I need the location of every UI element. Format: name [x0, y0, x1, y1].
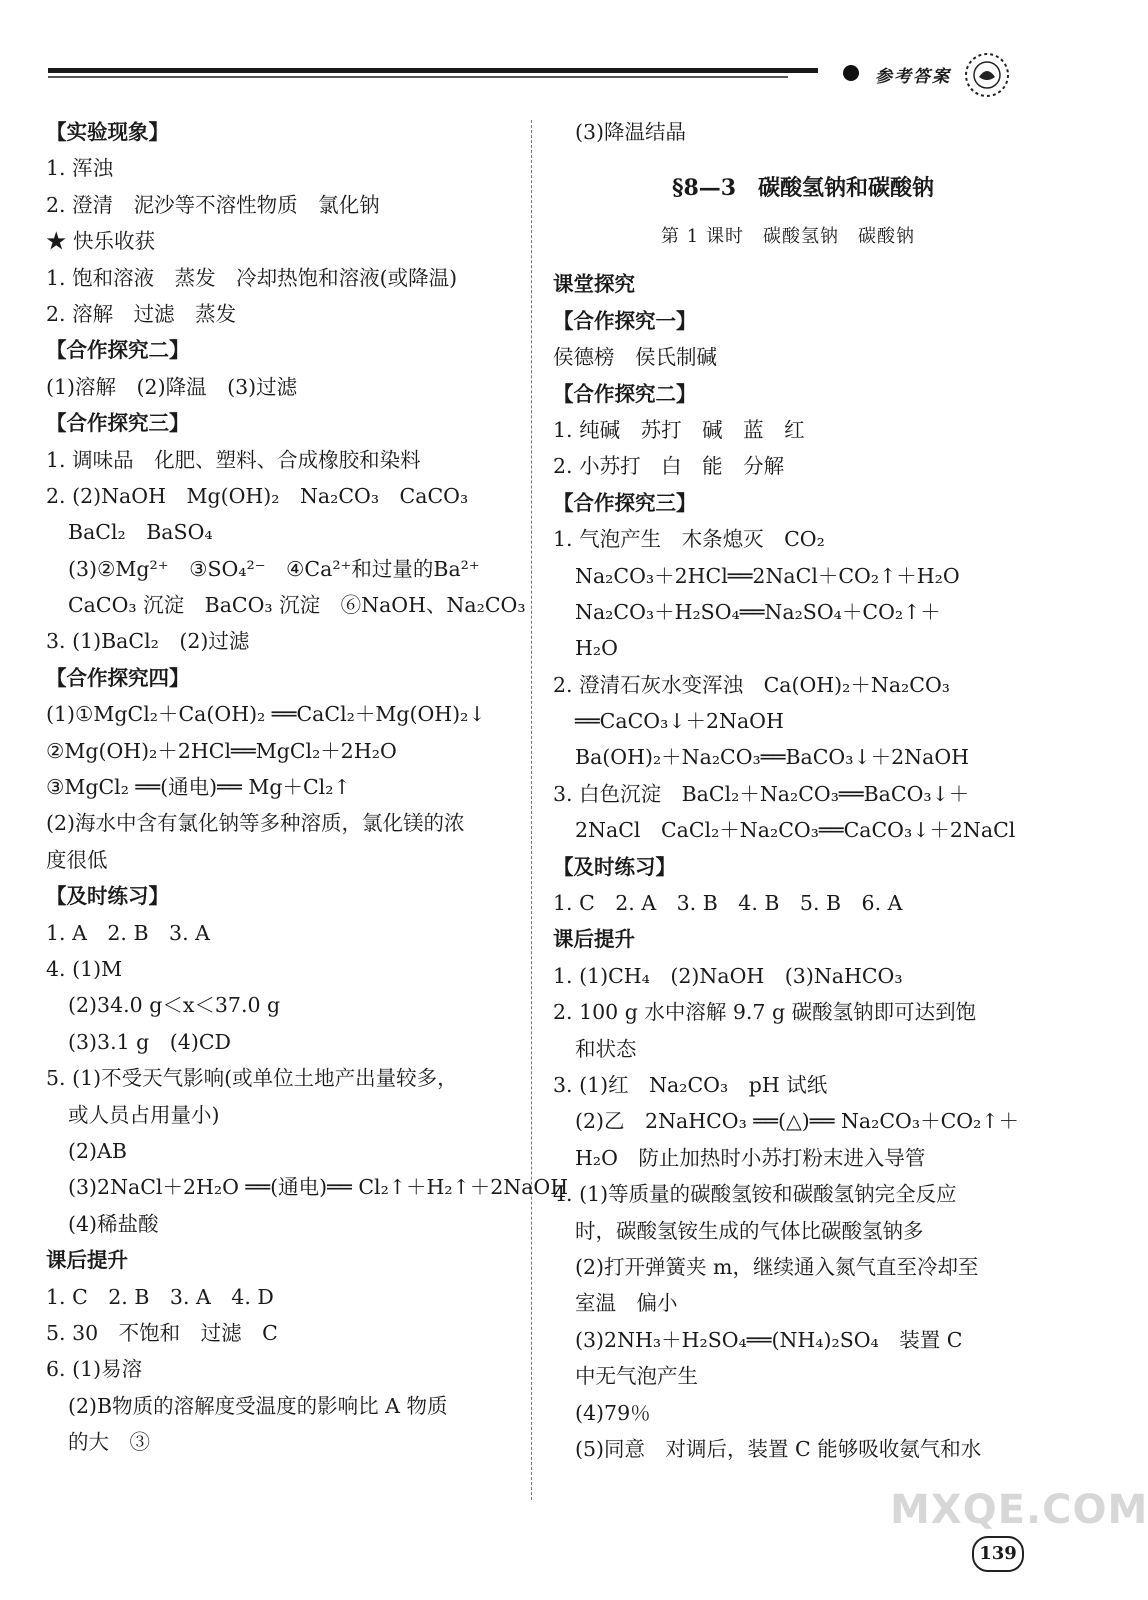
page-number: 139 [972, 1536, 1024, 1572]
answer-line: 1. (1)CH₄ (2)NaOH (3)NaHCO₃ [553, 963, 903, 988]
column-divider [531, 120, 532, 1500]
header-rule-thick [48, 68, 818, 73]
answer-line: 1. 饱和溶液 蒸发 冷却热饱和溶液(或降温) [46, 265, 458, 290]
header-rule-thin [48, 76, 788, 78]
answer-line: 的大 ③ [68, 1430, 150, 1455]
answer-line: 3. (1)BaCl₂ (2)过滤 [46, 629, 250, 654]
answer-line: 【及时练习】 [46, 884, 169, 909]
answer-line: (2)乙 2NaHCO₃ ══(△)══ Na₂CO₃＋CO₂↑＋ [575, 1109, 1019, 1134]
answer-line: 或人员占用量小) [68, 1102, 220, 1127]
header-label: 参考答案 [875, 67, 951, 87]
answer-line: 5. 30 不饱和 过滤 C [46, 1320, 278, 1345]
answer-line: (1)溶解 (2)降温 (3)过滤 [46, 374, 298, 399]
answer-line: §8—3 碳酸氢钠和碳酸钠 [671, 175, 935, 202]
answer-line: 度很低 [46, 847, 108, 872]
answer-line: 【合作探究二】 [46, 338, 190, 363]
answer-line: (3)2NH₃＋H₂SO₄══(NH₄)₂SO₄ 装置 C [575, 1327, 963, 1352]
answer-line: 1. 纯碱 苏打 碱 蓝 红 [553, 417, 805, 442]
answer-line: 3. (1)红 Na₂CO₃ pH 试纸 [553, 1072, 828, 1097]
answer-line: 【实验现象】 [46, 120, 169, 144]
answer-line: 第 1 课时 碳酸氢钠 碳酸钠 [661, 226, 915, 248]
answer-line: 和状态 [575, 1036, 637, 1061]
answer-line: 室温 偏小 [575, 1291, 678, 1316]
answer-line: (3)降温结晶 [575, 120, 687, 144]
answer-line: 课后提升 [553, 927, 635, 952]
answer-line: 课后提升 [46, 1248, 128, 1273]
answer-line: Ba(OH)₂＋Na₂CO₃══BaCO₃↓＋2NaOH [575, 745, 970, 770]
answer-line: (4)79％ [575, 1400, 651, 1425]
answer-line: 2NaCl CaCl₂＋Na₂CO₃══CaCO₃↓＋2NaCl [575, 818, 1016, 843]
answer-line: 5. (1)不受天气影响(或单位土地产出量较多， [46, 1066, 458, 1091]
answer-line: (1)①MgCl₂＋Ca(OH)₂ ══CaCl₂＋Mg(OH)₂↓ [46, 702, 486, 727]
answer-line: 侯德榜 侯氏制碱 [553, 345, 717, 370]
answer-line: 1. 调味品 化肥、塑料、合成橡胶和染料 [46, 447, 421, 472]
answer-line: 【及时练习】 [553, 854, 676, 879]
answer-line: 2. 澄清石灰水变浑浊 Ca(OH)₂＋Na₂CO₃ [553, 672, 950, 697]
answer-line: ③MgCl₂ ══(通电)══ Mg＋Cl₂↑ [46, 775, 351, 800]
answer-line: (3)②Mg²⁺ ③SO₄²⁻ ④Ca²⁺和过量的Ba²⁺ [68, 556, 480, 581]
answer-line: (5)同意 对调后，装置 C 能够吸收氨气和水 [575, 1436, 982, 1461]
answer-line: 【合作探究三】 [46, 411, 190, 436]
answer-line: 时，碳酸氢铵生成的气体比碳酸氢钠多 [575, 1218, 924, 1243]
answer-line: 2. 小苏打 白 能 分解 [553, 454, 785, 479]
answer-line: CaCO₃ 沉淀 BaCO₃ 沉淀 ⑥NaOH、Na₂CO₃ [68, 593, 526, 618]
answer-line: 2. 溶解 过滤 蒸发 [46, 301, 237, 326]
answer-line: 【合作探究一】 [553, 308, 697, 333]
answer-line: (2)34.0 g＜x＜37.0 g [68, 993, 281, 1018]
answer-line: BaCl₂ BaSO₄ [68, 520, 213, 545]
answer-line: 1. 浑浊 [46, 156, 114, 181]
answer-line: 【合作探究四】 [46, 665, 190, 690]
answer-line: 【合作探究三】 [553, 490, 697, 515]
answer-line: ★ 快乐收获 [46, 229, 156, 254]
answer-line: (2)打开弹簧夹 m，继续通入氮气直至冷却至 [575, 1254, 979, 1279]
answer-line: H₂O 防止加热时小苏打粉末进入导管 [575, 1145, 926, 1170]
answer-line: 1. 气泡产生 木条熄灭 CO₂ [553, 527, 825, 552]
answer-line: ②Mg(OH)₂＋2HCl══MgCl₂＋2H₂O [46, 738, 397, 763]
answer-line: (3)3.1 g (4)CD [68, 1029, 231, 1054]
answer-line: 1. C 2. A 3. B 4. B 5. B 6. A [553, 891, 903, 916]
answer-line: 3. 白色沉淀 BaCl₂＋Na₂CO₃══BaCO₃↓＋ [553, 781, 970, 806]
answer-line: (2)海水中含有氯化钠等多种溶质，氯化镁的浓 [46, 811, 465, 836]
header-bullet-icon [843, 65, 859, 81]
watermark: MXQE.COM [890, 1487, 1148, 1533]
answer-line: (2)B物质的溶解度受温度的影响比 A 物质 [68, 1393, 448, 1418]
answer-line: ══CaCO₃↓＋2NaOH [575, 709, 784, 734]
answer-line: (4)稀盐酸 [68, 1211, 159, 1236]
answer-line: 1. A 2. B 3. A [46, 920, 210, 945]
answer-line: 4. (1)等质量的碳酸氢铵和碳酸氢钠完全反应 [553, 1182, 957, 1207]
answer-line: 1. C 2. B 3. A 4. D [46, 1284, 274, 1309]
answer-line: 4. (1)M [46, 956, 123, 981]
answer-line: Na₂CO₃＋H₂SO₄══Na₂SO₄＋CO₂↑＋ [575, 599, 941, 624]
answer-line: 6. (1)易溶 [46, 1357, 143, 1382]
answer-line: 2. 100 g 水中溶解 9.7 g 碳酸氢钠即可达到饱 [553, 1000, 977, 1025]
right-column [553, 114, 1023, 1467]
answer-line: 2. 澄清 泥沙等不溶性物质 氯化钠 [46, 192, 380, 217]
answer-line: 课堂探究 [553, 272, 635, 297]
answer-line: (3)2NaCl＋2H₂O ══(通电)══ Cl₂↑＋H₂↑＋2NaOH [68, 1175, 569, 1200]
answer-line: H₂O [575, 636, 618, 661]
answer-line: 2. (2)NaOH Mg(OH)₂ Na₂CO₃ CaCO₃ [46, 483, 469, 508]
answer-line: 【合作探究二】 [553, 381, 697, 406]
answer-line: Na₂CO₃＋2HCl══2NaCl＋CO₂↑＋H₂O [575, 563, 960, 588]
left-column [46, 114, 569, 1460]
answer-line: (2)AB [68, 1138, 127, 1163]
answer-line: 中无气泡产生 [575, 1364, 698, 1389]
header-ornament-icon [962, 50, 1012, 100]
